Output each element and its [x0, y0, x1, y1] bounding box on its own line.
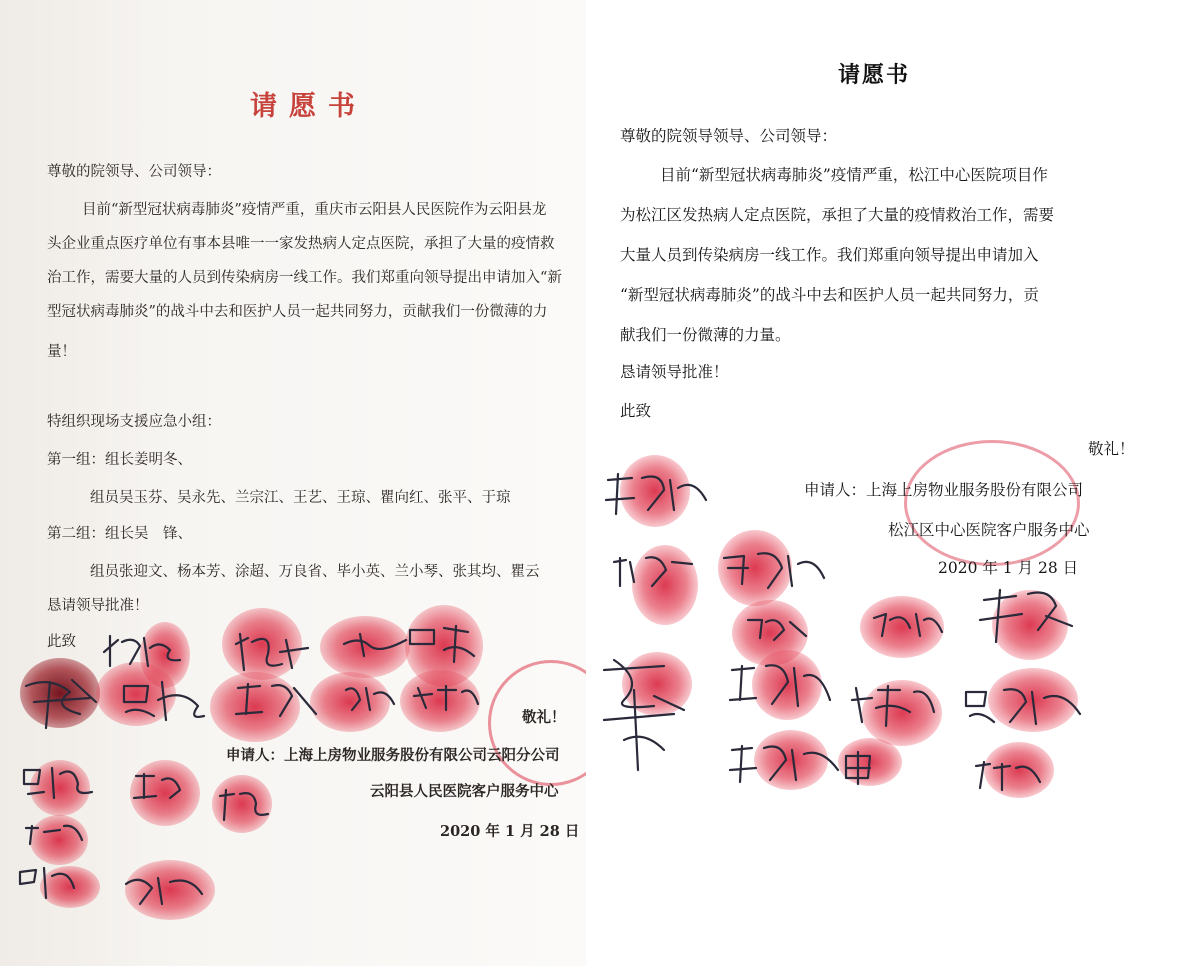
left-group2-members: 组员张迎文、杨本芳、涂超、万良省、毕小英、兰小琴、张其均、瞿云	[90, 564, 540, 580]
right-closing: 此致	[620, 402, 652, 420]
left-team-heading: 特组织现场支援应急小组：	[47, 414, 221, 430]
handwritten-signature-icon	[100, 632, 190, 672]
handwritten-signature-icon	[340, 630, 410, 660]
left-applicant: 申请人：上海上房物业服务股份有限公司云阳分公司	[226, 747, 560, 764]
handwritten-signature-icon	[404, 622, 478, 668]
right-title: 请愿书	[838, 62, 911, 88]
left-regards: 敬礼！	[522, 709, 566, 726]
left-body-line: 量！	[47, 344, 76, 360]
left-department: 云阳县人民医院客户服务中心	[370, 783, 559, 800]
handwritten-signature-icon	[608, 552, 698, 592]
left-date: 2020 年 1 月 28 日	[440, 823, 580, 840]
handwritten-signature-icon	[118, 676, 208, 726]
right-department: 松江区中心医院客户服务中心	[888, 521, 1090, 539]
right-applicant: 申请人：上海上房物业服务股份有限公司	[804, 481, 1084, 499]
handwritten-signature-icon	[742, 612, 812, 646]
left-salutation: 尊敬的院领导、公司领导：	[47, 164, 221, 180]
handwritten-signature-icon	[214, 786, 274, 824]
left-body-line: 型冠状病毒肺炎”的战斗中去和医护人员一起共同努力，贡献我们一份微薄的力	[47, 304, 548, 320]
left-body-line: 目前“新型冠状病毒肺炎”疫情严重，重庆市云阳县人民医院作为云阳县龙	[82, 202, 547, 218]
handwritten-signature-icon	[602, 470, 712, 520]
right-body-line: 目前“新型冠状病毒肺炎”疫情严重，松江中心医院项目作	[660, 166, 1048, 184]
handwritten-signature-icon	[14, 862, 84, 902]
right-petition-document	[592, 0, 1182, 966]
right-body-line: 大量人员到传染病房一线工作。我们郑重向领导提出申请加入	[620, 246, 1039, 264]
handwritten-signature-icon	[120, 870, 210, 910]
handwritten-signature-icon	[232, 678, 322, 722]
handwritten-signature-icon	[232, 630, 312, 674]
handwritten-signature-icon	[718, 548, 828, 594]
right-salutation: 尊敬的院领导领导、公司领导：	[620, 127, 838, 145]
right-body-line: 为松江区发热病人定点医院，承担了大量的疫情救治工作，需要	[620, 206, 1055, 224]
handwritten-signature-icon	[130, 770, 190, 802]
handwritten-signature-icon	[726, 740, 846, 790]
handwritten-signature-icon	[20, 672, 100, 732]
handwritten-signature-icon	[726, 660, 836, 720]
handwritten-signature-icon	[840, 748, 880, 788]
handwritten-signature-icon	[976, 586, 1076, 646]
handwritten-signature-icon	[594, 650, 694, 790]
right-date: 2020 年 1 月 28 日	[938, 559, 1079, 577]
left-closing: 此致	[47, 634, 76, 650]
handwritten-signature-icon	[970, 756, 1050, 796]
right-request: 恳请领导批准！	[620, 363, 729, 381]
handwritten-signature-icon	[340, 680, 400, 716]
handwritten-signature-icon	[850, 682, 940, 732]
right-body-line: “新型冠状病毒肺炎”的战斗中去和医护人员一起共同努力，贡	[620, 286, 1039, 304]
left-petition-document	[0, 0, 586, 966]
left-group1-members: 组员吴玉芬、吴永先、兰宗江、王艺、王琼、瞿向红、张平、于琼	[90, 490, 511, 506]
left-request: 恳请领导批准！	[47, 598, 149, 614]
left-group2-leader: 第二组：组长吴 锋、	[47, 526, 192, 542]
handwritten-signature-icon	[18, 762, 98, 802]
right-regards: 敬礼！	[1088, 440, 1135, 458]
handwritten-signature-icon	[412, 680, 482, 714]
right-body-line: 献我们一份微薄的力量。	[620, 326, 791, 344]
left-group1-leader: 第一组：组长姜明冬、	[47, 452, 192, 468]
handwritten-signature-icon	[20, 820, 90, 850]
company-seal-icon	[904, 440, 1080, 566]
handwritten-signature-icon	[868, 606, 948, 642]
left-body-line: 治工作，需要大量的人员到传染病房一线工作。我们郑重向领导提出申请加入“新	[47, 270, 562, 286]
handwritten-signature-icon	[960, 684, 1090, 734]
left-title: 请愿书	[250, 91, 367, 122]
left-body-line: 头企业重点医疗单位有事本县唯一一家发热病人定点医院，承担了大量的疫情救	[47, 236, 555, 252]
